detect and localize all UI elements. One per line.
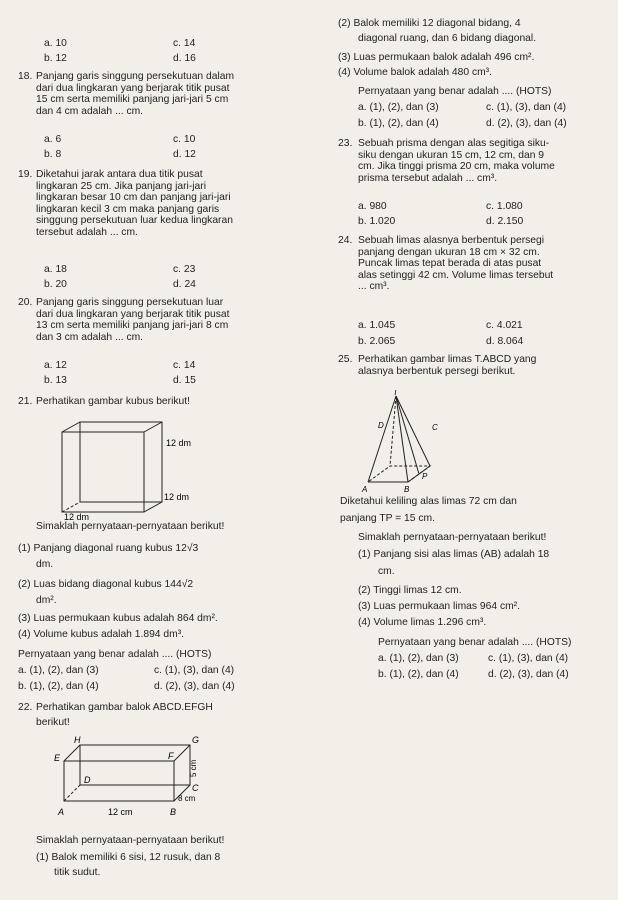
q24-question: [358, 235, 553, 293]
q21-number: 21.: [18, 396, 33, 407]
q22-statement-3: (3) Luas permukaan balok adalah 496 cm².: [338, 52, 535, 63]
apex-T: T: [393, 390, 398, 397]
cube-label-height: 12 dm: [166, 438, 192, 448]
q24-option-a[interactable]: a. 1.045: [358, 320, 396, 331]
q22-option-c[interactable]: c. (1), (3), dan (4): [486, 102, 567, 113]
q22-number: 22.: [18, 702, 33, 713]
q25-question: [358, 354, 536, 377]
q24-line: Sebuah limas alasnya berbentuk persegi: [358, 235, 545, 246]
q21-intro: Perhatikan gambar kubus berikut!: [36, 396, 190, 407]
q19-line: lingkaran besar 10 cm dan panjang jari-jari: [36, 192, 231, 204]
q19-question: [36, 169, 233, 238]
q20-number: 20.: [18, 297, 33, 308]
cuboid-height-label: 5 cm: [189, 759, 198, 777]
vertex-D: D: [84, 775, 91, 785]
q20-option-b[interactable]: b. 13: [44, 375, 67, 386]
q21-ask: Pernyataan yang benar adalah .... (HOTS): [18, 649, 212, 660]
q23-line: prisma tersebut adalah ... cm³.: [358, 172, 498, 184]
q23-option-d[interactable]: d. 2.150: [486, 216, 524, 227]
q23-number: 23.: [338, 138, 353, 149]
q21-instruction: Simaklah pernyataan-pernyataan berikut!: [36, 521, 225, 532]
vertex-A: A: [362, 485, 368, 494]
cube-figure: [58, 418, 208, 520]
q22-statement-1-cont: titik sudut.: [54, 867, 101, 878]
vertex-A: A: [58, 807, 65, 817]
q19-line: tersebut adalah ... cm.: [36, 226, 138, 238]
q19-option-a[interactable]: a. 18: [44, 264, 67, 275]
q22-option-a[interactable]: a. (1), (2), dan (3): [358, 102, 439, 113]
q22-option-b[interactable]: b. (1), (2), dan (4): [358, 118, 439, 129]
q20-line: Panjang garis singgung persekutuan luar: [36, 297, 224, 308]
q20-option-a[interactable]: a. 12: [44, 360, 67, 371]
q22-instruction: Simaklah pernyataan-pernyataan berikut!: [36, 835, 225, 846]
q17-option-a[interactable]: a. 10: [44, 38, 67, 49]
vertex-H: H: [74, 735, 81, 745]
q21-statement-1-cont: dm.: [36, 559, 54, 570]
pyramid-base: [368, 466, 430, 482]
q22-intro-cont: berikut!: [36, 717, 70, 728]
q25-line: alasnya berbentuk persegi berikut.: [358, 365, 516, 377]
q19-option-c[interactable]: c. 23: [173, 264, 196, 275]
vertex-C: C: [432, 423, 438, 432]
q25-option-d[interactable]: d. (2), (3), dan (4): [488, 669, 569, 680]
q25-number: 25.: [338, 354, 353, 365]
q23-option-a[interactable]: a. 980: [358, 201, 387, 212]
q19-line: singgung persekutuan luar kedua lingkaran: [36, 215, 233, 227]
q21-option-c[interactable]: c. (1), (3), dan (4): [154, 665, 235, 676]
q20-option-d[interactable]: d. 15: [173, 375, 196, 386]
q21-statement-3: (3) Luas permukaan kubus adalah 864 dm².: [18, 613, 218, 624]
cuboid-width-label: 8 cm: [178, 794, 196, 803]
q21-option-a[interactable]: a. (1), (2), dan (3): [18, 665, 99, 676]
cube-front-face: [62, 432, 144, 512]
q23-line: cm. Jika tinggi prisma 20 cm, maka volume: [358, 161, 555, 173]
vertex-E: E: [54, 753, 61, 763]
q20-option-c[interactable]: c. 14: [173, 360, 196, 371]
q25-desc-2: panjang TP = 15 cm.: [340, 513, 435, 524]
q25-statement-1-cont: cm.: [378, 566, 395, 577]
q24-line: Puncak limas tepat berada di atas pusat: [358, 258, 542, 270]
q19-option-d[interactable]: d. 24: [173, 279, 196, 290]
q18-option-d[interactable]: d. 12: [173, 149, 196, 160]
q18-option-b[interactable]: b. 8: [44, 149, 62, 160]
q25-option-b[interactable]: b. (1), (2), dan (4): [378, 669, 459, 680]
q22-intro: Perhatikan gambar balok ABCD.EFGH: [36, 702, 213, 713]
q21-statement-4: (4) Volume kubus adalah 1.894 dm³.: [18, 629, 184, 640]
q25-option-c[interactable]: c. (1), (3), dan (4): [488, 653, 569, 664]
q24-option-c[interactable]: c. 4.021: [486, 320, 523, 331]
q18-line: dari dua lingkaran yang berjarak titik pusat: [36, 82, 230, 94]
q24-line: alas setinggi 42 cm. Volume limas tersebut: [358, 269, 554, 281]
q19-line: lingkaran 25 cm. Jika panjang jari-jari: [36, 180, 206, 192]
q22-statement-1: (1) Balok memiliki 6 sisi, 12 rusuk, dan 8: [36, 852, 221, 863]
cube-label-length: 12 dm: [64, 512, 90, 520]
q25-statement-1: (1) Panjang sisi alas limas (AB) adalah 18: [358, 549, 550, 560]
q18-line: Panjang garis singgung persekutuan dalam: [36, 71, 235, 82]
vertex-C: C: [192, 783, 199, 793]
q21-option-b[interactable]: b. (1), (2), dan (4): [18, 681, 99, 692]
q22-statement-2-cont: diagonal ruang, dan 6 bidang diagonal.: [358, 33, 537, 44]
q20-line: dan 3 cm adalah ... cm.: [36, 331, 144, 343]
vertex-B: B: [404, 485, 410, 494]
vertex-D: D: [378, 421, 384, 430]
q20-question: [36, 297, 229, 343]
q25-statement-2: (2) Tinggi limas 12 cm.: [358, 585, 462, 596]
q25-statement-4: (4) Volume limas 1.296 cm³.: [358, 617, 487, 628]
q19-option-b[interactable]: b. 20: [44, 279, 67, 290]
q22-option-d[interactable]: d. (2), (3), dan (4): [486, 118, 567, 129]
q21-option-d[interactable]: d. (2), (3), dan (4): [154, 681, 235, 692]
q23-option-b[interactable]: b. 1.020: [358, 216, 396, 227]
q18-line: 15 cm serta memiliki panjang jari-jari 5 cm: [36, 94, 229, 106]
q19-line: Diketahui jarak antara dua titik pusat: [36, 169, 203, 180]
q22-ask: Pernyataan yang benar adalah .... (HOTS): [358, 86, 552, 97]
q24-option-b[interactable]: b. 2.065: [358, 336, 396, 347]
q18-option-c[interactable]: c. 10: [173, 134, 196, 145]
vertex-B: B: [170, 807, 177, 817]
q25-line: Perhatikan gambar limas T.ABCD yang: [358, 354, 537, 365]
q25-statement-3: (3) Luas permukaan limas 964 cm².: [358, 601, 520, 612]
q19-line: lingkaran kecil 3 cm maka panjang garis: [36, 203, 220, 215]
q21-statement-2: (2) Luas bidang diagonal kubus 144√2: [18, 579, 194, 590]
q18-question: [36, 71, 234, 117]
q23-option-c[interactable]: c. 1.080: [486, 201, 523, 212]
q18-number: 18.: [18, 71, 33, 82]
q17-option-d[interactable]: d. 16: [173, 53, 196, 64]
q20-line: dari dua lingkaran yang berjarak titik pusat: [36, 308, 230, 320]
vertex-F: F: [168, 751, 174, 761]
q25-option-a[interactable]: a. (1), (2), dan (3): [378, 653, 459, 664]
q22-statement-2: (2) Balok memiliki 12 diagonal bidang, 4: [338, 18, 521, 29]
vertex-G: G: [192, 735, 200, 745]
q23-question: [358, 138, 555, 184]
q23-line: siku dengan ukuran 15 cm, 12 cm, dan 9: [358, 149, 545, 161]
q24-line: panjang dengan ukuran 18 cm × 32 cm.: [358, 246, 540, 258]
q25-ask: Pernyataan yang benar adalah .... (HOTS): [378, 637, 572, 648]
q18-option-a[interactable]: a. 6: [44, 134, 62, 145]
q20-line: 13 cm serta memiliki panjang jari-jari 8 cm: [36, 320, 229, 332]
q25-instruction: Simaklah pernyataan-pernyataan berikut!: [358, 532, 547, 543]
q21-statement-1: (1) Panjang diagonal ruang kubus 12√3: [18, 543, 199, 554]
q21-statement-2-cont: dm².: [36, 595, 57, 606]
q17-option-c[interactable]: c. 14: [173, 38, 196, 49]
point-P: P: [422, 472, 428, 481]
cube-label-depth: 12 dm: [164, 492, 190, 502]
q25-desc-1: Diketahui keliling alas limas 72 cm dan: [340, 496, 517, 507]
q24-option-d[interactable]: d. 8.064: [486, 336, 524, 347]
q24-number: 24.: [338, 235, 353, 246]
q19-number: 19.: [18, 169, 33, 180]
cube-back-face: [80, 422, 162, 502]
cuboid-length-label: 12 cm: [108, 807, 133, 817]
q18-line: dan 4 cm adalah ... cm.: [36, 105, 144, 117]
pyramid-figure: [338, 390, 448, 500]
q22-statement-4: (4) Volume balok adalah 480 cm³.: [338, 67, 492, 78]
q17-option-b[interactable]: b. 12: [44, 53, 67, 64]
cuboid-figure: [50, 735, 210, 835]
q23-line: Sebuah prisma dengan alas segitiga siku-: [358, 138, 550, 149]
q24-line: ... cm³.: [358, 281, 390, 293]
